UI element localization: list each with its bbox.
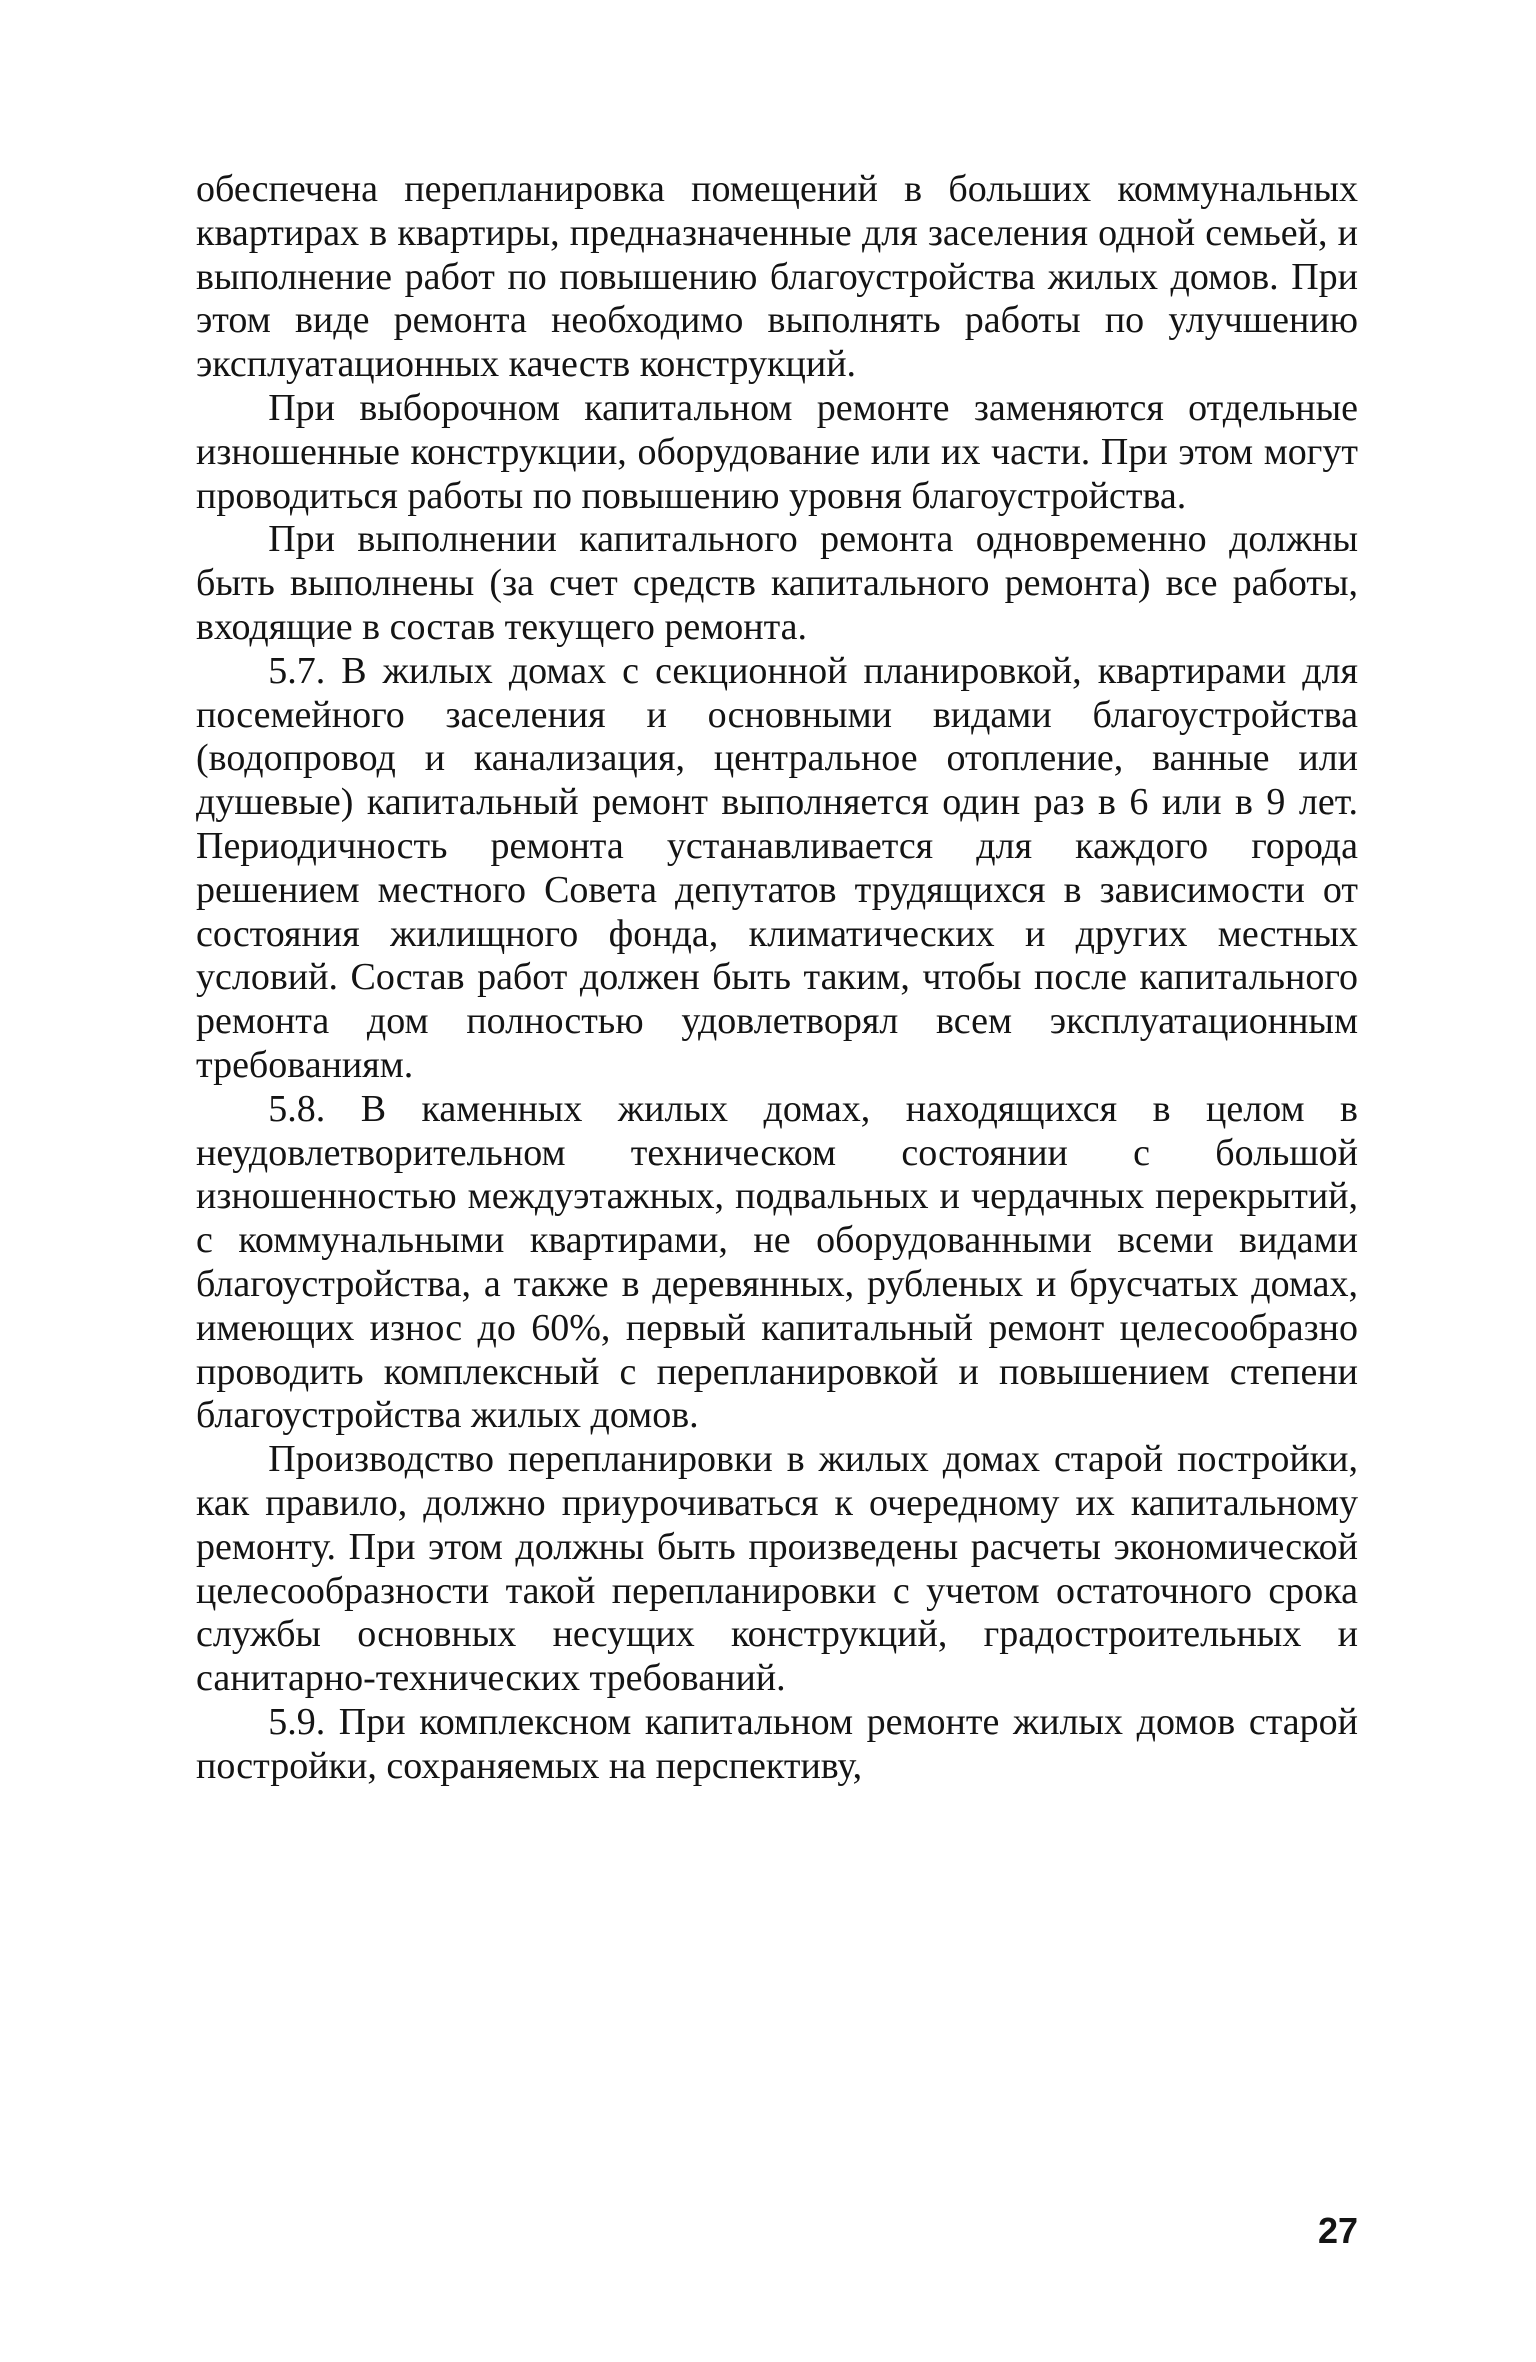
paragraph-replanning: Производство перепланировки в жилых домах старой постройки, как правило, должно приурочиваться к очередному их капитальному ремонту. При этом должны быть произведены расчеты экономической целесообразности такой перепланировки с учетом остаточного срока службы основных несущих конструкций, градостроительных и санитарно-технических требований.: [196, 1438, 1358, 1700]
paragraph-continuation: обеспечена перепланировка помещений в больших коммунальных квартирах в квартиры, предназначенные для заселения одной семьей, и выполнение работ по повышению благоустройства жилых домов. При этом виде ремонта необходимо выполнять работы по улучшению эксплуатационных качеств конструкций.: [196, 168, 1358, 386]
paragraph-5-7: 5.7. В жилых домах с секционной планировкой, квартирами для посемейного заселения и основными видами благоустройства (водопровод и канализация, центральное отопление, ванные или душевые) капитальный ремонт выполняется один раз в 6 или в 9 лет. Периодичность ремонта устанавливается для каждого города решением местного Совета депутатов трудящихся в зависимости от состояния жилищного фонда, климатических и других местных условий. Состав работ должен быть таким, чтобы после капитального ремонта дом полностью удовлетворял всем эксплуатационным требованиям.: [196, 649, 1358, 1086]
paragraph-5-8: 5.8. В каменных жилых домах, находящихся в целом в неудовлетворительном техническом состоянии с большой изношенностью междуэтажных, подвальных и чердачных перекрытий, с коммунальными квартирами, не оборудованными всеми видами благоустройства, а также в деревянных, рубленых и брусчатых домах, имеющих износ до 60%, первый капитальный ремонт целесообразно проводить комплексный с перепланировкой и повышением степени благоустройства жилых домов.: [196, 1087, 1358, 1437]
paragraph-concurrent-works: При выполнении капитального ремонта одновременно должны быть выполнены (за счет средств капитального ремонта) все работы, входящие в состав текущего ремонта.: [196, 518, 1358, 648]
paragraph-selective-repair: При выборочном капитальном ремонте заменяются отдельные изношенные конструкции, оборудование или их части. При этом могут проводиться работы по повышению уровня благоустройства.: [196, 386, 1358, 517]
page-number: 27: [1317, 2210, 1358, 2251]
paragraph-5-9: 5.9. При комплексном капитальном ремонте жилых домов старой постройки, сохраняемых на перспективу,: [196, 1700, 1358, 1787]
body-text: [196, 168, 1358, 1788]
